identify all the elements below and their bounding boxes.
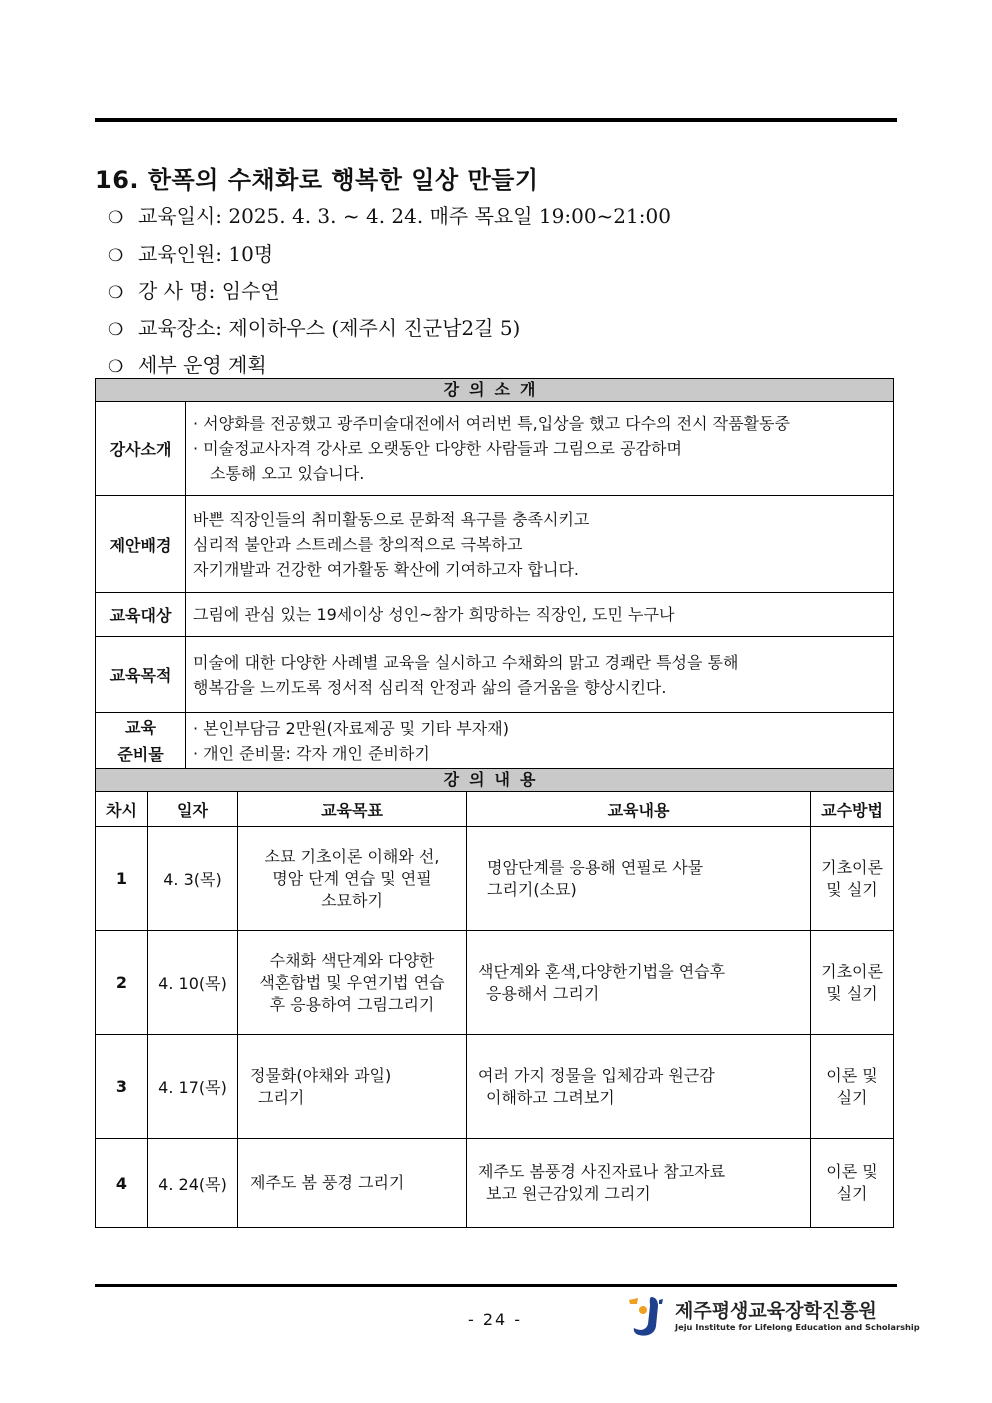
bullet-circle-icon: ❍ <box>108 246 124 266</box>
row-label: 강사소개 <box>96 402 186 496</box>
teaching-method: 기초이론 및 실기 <box>811 827 894 931</box>
column-header-row <box>96 792 894 827</box>
table-row <box>96 931 894 1035</box>
intro-header: 강의소개 <box>96 379 894 402</box>
supplies: · 본인부담금 2만원(자료제공 및 기타 부자재) · 개인 준비물: 각자 개인 준비하기 <box>186 713 894 769</box>
institute-logo-icon <box>625 1294 667 1338</box>
bullet-circle-icon: ❍ <box>108 357 124 377</box>
session-goal: 수채화 색단계와 다양한 색혼합법 및 우연기법 연습 후 응용하여 그림그리기 <box>238 931 467 1035</box>
column-header: 일자 <box>148 792 238 827</box>
column-header: 교육내용 <box>467 792 811 827</box>
bullet-circle-icon: ❍ <box>108 208 124 228</box>
row-label: 교육 준비물 <box>96 713 186 769</box>
session-number: 1 <box>96 827 148 931</box>
teaching-method: 이론 및 실기 <box>811 1139 894 1228</box>
row-label: 제안배경 <box>96 496 186 593</box>
info-instructor: ❍ 강 사 명: 임수연 <box>108 279 280 303</box>
institute-logo <box>625 1294 920 1340</box>
instructor-intro: · 서양화를 전공했고 광주미술대전에서 여러번 특,입상을 했고 다수의 전시 작품활동중 · 미술정교사자격 강사로 오랫동안 다양한 사람들과 그림으로 공감하며 소통해 오고 있습니다. <box>186 402 894 496</box>
page-title: 16. 한폭의 수채화로 행복한 일상 만들기 <box>95 166 539 194</box>
bullet-circle-icon: ❍ <box>108 320 124 340</box>
session-goal: 소묘 기초이론 이해와 선, 명암 단계 연습 및 연필 소묘하기 <box>238 827 467 931</box>
table-row <box>96 1035 894 1139</box>
column-header: 교육목표 <box>238 792 467 827</box>
table-row <box>96 637 894 713</box>
target-audience: 그림에 관심 있는 19세이상 성인~참가 희망하는 직장인, 도민 누구나 <box>186 593 894 637</box>
page-number: - 24 - <box>467 1310 523 1329</box>
session-goal: 정물화(야채와 과일) 그리기 <box>238 1035 467 1139</box>
row-label: 교육목적 <box>96 637 186 713</box>
bottom-divider <box>95 1284 897 1287</box>
session-number: 4 <box>96 1139 148 1228</box>
session-number: 3 <box>96 1035 148 1139</box>
teaching-method: 기초이론 및 실기 <box>811 931 894 1035</box>
session-content: 명암단계를 응용해 연필로 사물 그리기(소묘) <box>467 827 811 931</box>
table-row <box>96 593 894 637</box>
session-goal: 제주도 봄 풍경 그리기 <box>238 1139 467 1228</box>
content-header: 강의내용 <box>96 769 894 792</box>
session-date: 4. 10(목) <box>148 931 238 1035</box>
table-row <box>96 713 894 769</box>
session-number: 2 <box>96 931 148 1035</box>
table-row <box>96 496 894 593</box>
table-row <box>96 1139 894 1228</box>
info-plan: ❍ 세부 운영 계획 <box>108 353 267 377</box>
info-headcount: ❍ 교육인원: 10명 <box>108 242 274 266</box>
session-date: 4. 3(목) <box>148 827 238 931</box>
education-purpose: 미술에 대한 다양한 사례별 교육을 실시하고 수채화의 맑고 경쾌란 특성을 통해 행복감을 느끼도록 정서적 심리적 안정과 삶의 즐거움을 향상시킨다. <box>186 637 894 713</box>
session-content: 색단계와 혼색,다양한기법을 연습후 응용해서 그리기 <box>467 931 811 1035</box>
session-date: 4. 24(목) <box>148 1139 238 1228</box>
table-row <box>96 402 894 496</box>
proposal-background: 바쁜 직장인들의 취미활동으로 문화적 욕구를 충족시키고 심리적 불안과 스트레스를 창의적으로 극복하고 자기개발과 건강한 여가활동 확산에 기여하고자 합니다. <box>186 496 894 593</box>
institute-name-english: Jeju Institute for Lifelong Education and Scholarship <box>675 1322 920 1332</box>
row-label: 교육대상 <box>96 593 186 637</box>
teaching-method: 이론 및 실기 <box>811 1035 894 1139</box>
session-date: 4. 17(목) <box>148 1035 238 1139</box>
top-divider <box>95 118 897 122</box>
info-schedule: ❍ 교육일시: 2025. 4. 3. ~ 4. 24. 매주 목요일 19:00~21:00 <box>108 204 671 228</box>
session-content: 여러 가지 정물을 입체감과 원근감 이해하고 그려보기 <box>467 1035 811 1139</box>
column-header: 차시 <box>96 792 148 827</box>
column-header: 교수방법 <box>811 792 894 827</box>
bullet-circle-icon: ❍ <box>108 283 124 303</box>
course-table <box>95 378 894 1228</box>
info-location: ❍ 교육장소: 제이하우스 (제주시 진군남2길 5) <box>108 316 521 340</box>
table-row <box>96 827 894 931</box>
institute-name-korean: 제주평생교육장학진흥원 <box>675 1300 877 1322</box>
session-content: 제주도 봄풍경 사진자료나 참고자료 보고 원근감있게 그리기 <box>467 1139 811 1228</box>
